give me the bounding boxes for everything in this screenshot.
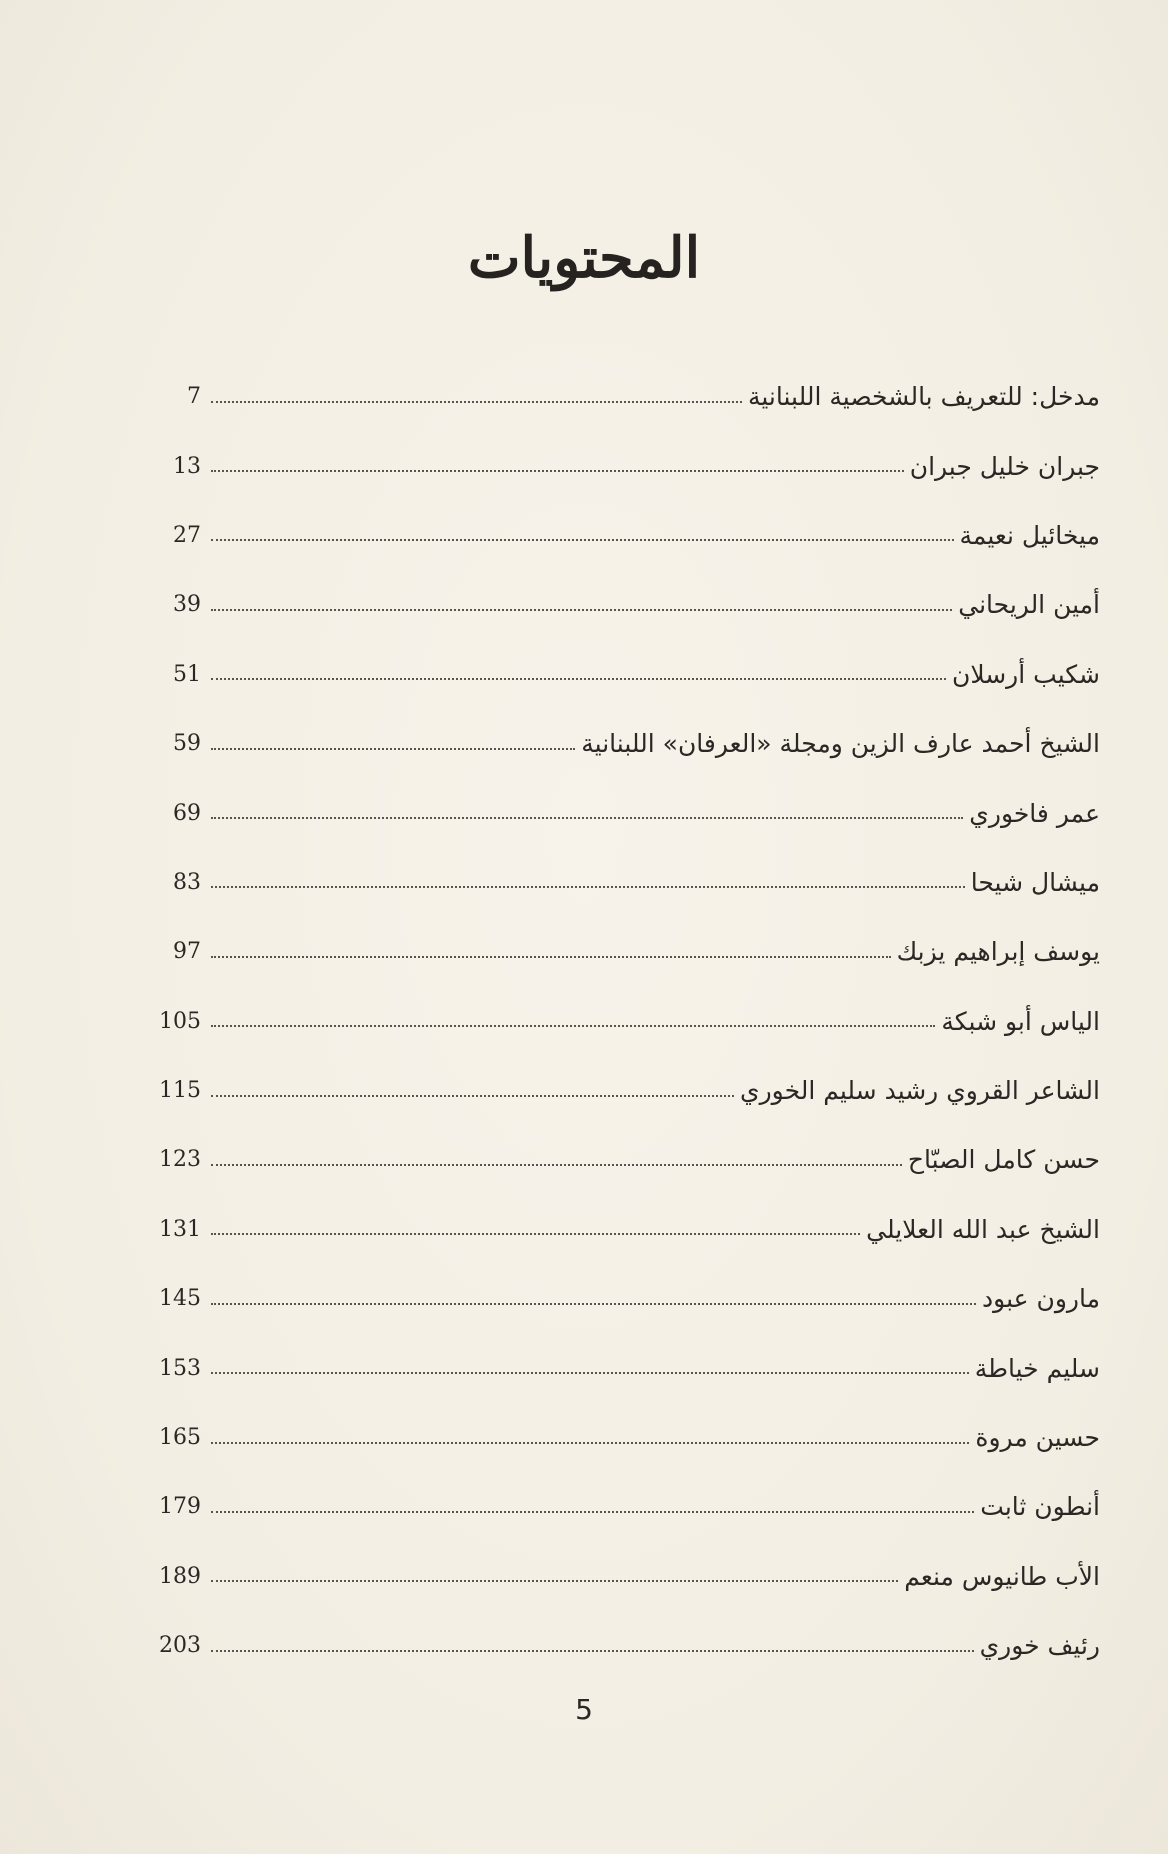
- toc-entry: [155, 917, 1100, 986]
- toc-page-number: 203: [159, 1633, 201, 1659]
- toc-page-number: 13: [173, 453, 201, 479]
- toc-page-number: 179: [159, 1494, 201, 1520]
- table-of-contents: [155, 362, 1100, 1680]
- toc-page-number: 7: [187, 384, 201, 410]
- toc-entry-title: جبران خليل جبران: [909, 451, 1100, 481]
- dot-leader: [211, 1303, 976, 1305]
- dot-leader: [211, 1025, 935, 1027]
- dot-leader: [211, 1650, 974, 1652]
- toc-entry: [155, 987, 1100, 1056]
- toc-entry: [155, 709, 1100, 778]
- toc-entry: [155, 501, 1100, 570]
- dot-leader: [211, 1233, 860, 1235]
- toc-page-number: 123: [159, 1147, 201, 1173]
- toc-entry: [155, 431, 1100, 500]
- toc-entry-title: الياس أبو شبكة: [941, 1006, 1100, 1036]
- toc-page-number: 27: [173, 522, 201, 548]
- dot-leader: [211, 1164, 902, 1166]
- toc-page-number: 145: [159, 1286, 201, 1312]
- dot-leader: [211, 1580, 898, 1582]
- toc-page-number: 153: [159, 1355, 201, 1381]
- toc-entry-title: الشيخ عبد الله العلايلي: [866, 1214, 1100, 1244]
- toc-entry-title: يوسف إبراهيم يزبك: [896, 937, 1100, 967]
- toc-entry-title: أمين الريحاني: [958, 590, 1100, 620]
- toc-entry-title: رئيف خوري: [979, 1631, 1100, 1661]
- toc-entry: [155, 1403, 1100, 1472]
- dot-leader: [211, 678, 946, 680]
- toc-entry: [155, 1542, 1100, 1611]
- toc-entry-title: مارون عبود: [982, 1284, 1100, 1314]
- toc-page-number: 165: [159, 1425, 201, 1451]
- dot-leader: [211, 1095, 734, 1097]
- dot-leader: [211, 1372, 969, 1374]
- toc-entry: [155, 1472, 1100, 1541]
- toc-entry-title: الشاعر القروي رشيد سليم الخوري: [740, 1076, 1100, 1106]
- toc-entry-title: شكيب أرسلان: [951, 659, 1100, 689]
- toc-page-number: 131: [159, 1216, 201, 1242]
- toc-entry: [155, 1333, 1100, 1402]
- page-title: المحتويات: [467, 225, 701, 291]
- dot-leader: [211, 401, 742, 403]
- toc-page-number: 39: [173, 592, 201, 618]
- toc-entry-title: الشيخ أحمد عارف الزين ومجلة «العرفان» اللبنانية: [581, 729, 1100, 759]
- toc-entry-title: حسين مروة: [975, 1423, 1100, 1453]
- dot-leader: [211, 748, 575, 750]
- toc-entry: [155, 1264, 1100, 1333]
- toc-entry-title: أنطون ثابت: [980, 1492, 1100, 1522]
- toc-page-number: 189: [159, 1563, 201, 1589]
- dot-leader: [211, 539, 954, 541]
- dot-leader: [211, 1511, 974, 1513]
- toc-page-number: 105: [159, 1008, 201, 1034]
- toc-entry: [155, 570, 1100, 639]
- page-number: 5: [575, 1693, 593, 1726]
- toc-entry-title: مدخل: للتعريف بالشخصية اللبنانية: [747, 382, 1100, 412]
- toc-page-number: 97: [173, 939, 201, 965]
- toc-entry: [155, 778, 1100, 847]
- dot-leader: [211, 886, 965, 888]
- toc-entry-title: الأب طانيوس منعم: [904, 1561, 1100, 1591]
- toc-page-number: 69: [173, 800, 201, 826]
- toc-entry: [155, 848, 1100, 917]
- dot-leader: [211, 470, 904, 472]
- toc-entry: [155, 362, 1100, 431]
- toc-page-number: 59: [173, 731, 201, 757]
- toc-entry: [155, 1611, 1100, 1680]
- toc-entry-title: حسن كامل الصبّاح: [907, 1145, 1100, 1175]
- toc-entry-title: عمر فاخوري: [969, 798, 1100, 828]
- toc-page-number: 115: [159, 1078, 201, 1104]
- toc-entry: [155, 640, 1100, 709]
- toc-entry-title: سليم خياطة: [974, 1353, 1100, 1383]
- dot-leader: [211, 817, 963, 819]
- toc-entry: [155, 1056, 1100, 1125]
- dot-leader: [211, 609, 952, 611]
- toc-page-number: 51: [173, 661, 201, 687]
- toc-page-number: 83: [173, 869, 201, 895]
- toc-entry: [155, 1125, 1100, 1194]
- toc-entry-title: ميشال شيحا: [970, 867, 1100, 897]
- toc-entry: [155, 1195, 1100, 1264]
- dot-leader: [211, 956, 891, 958]
- toc-entry-title: ميخائيل نعيمة: [959, 520, 1100, 550]
- dot-leader: [211, 1442, 969, 1444]
